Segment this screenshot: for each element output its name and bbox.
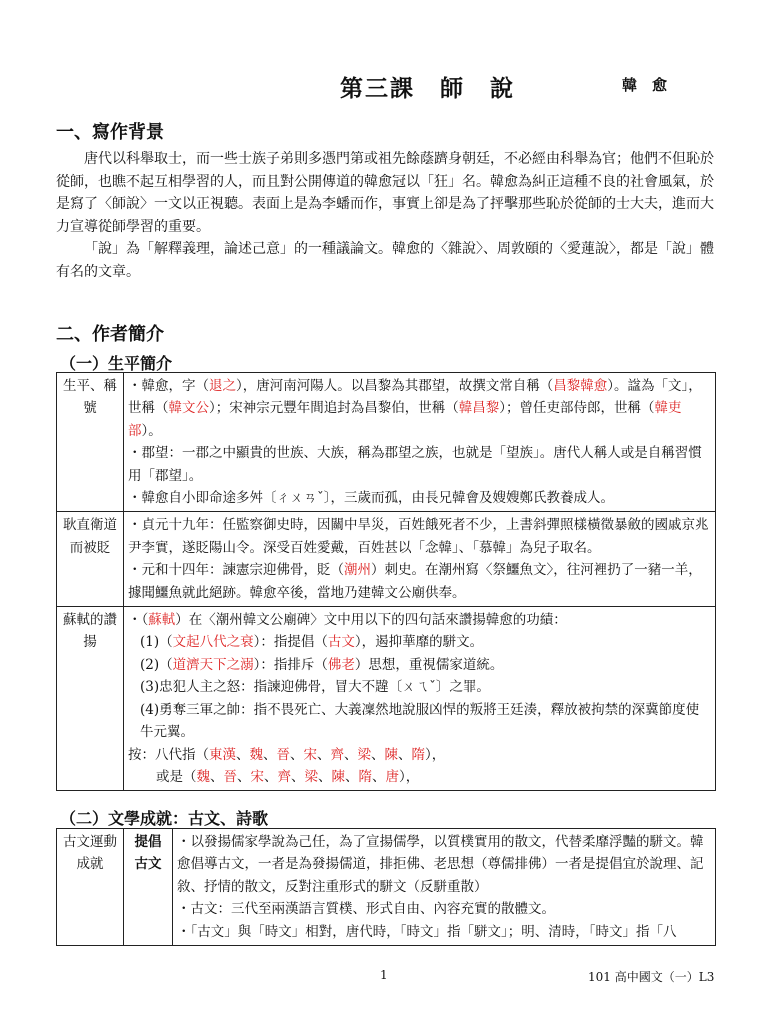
table-row (57, 373, 716, 512)
separator: 、 (318, 768, 332, 785)
row-label: 古文運動成就 (57, 829, 124, 946)
separator: 、 (263, 746, 277, 763)
dynasty-item: 陳 (331, 768, 345, 785)
list-item: (4)勇奪三軍之帥：指不畏死亡、大義凜然地說服凶悍的叛將王廷湊，釋放被拘禁的深冀節度使牛元翼。 (140, 701, 700, 741)
list-item: ・ 郡望：一郡之中顯貴的世族、大族，稱為郡望之族，也就是「望族」。唐代人稱人或是自稱習慣用「郡望」。 (128, 442, 711, 487)
table-row (57, 829, 716, 946)
separator: 、 (290, 746, 304, 763)
row-label: 蘇軾的讚揚 (57, 607, 124, 791)
section-heading-author: 二、作者簡介 (56, 324, 164, 345)
row-content (124, 512, 716, 607)
dynasty-item: 齊 (277, 768, 291, 785)
dynasty-item: 隋 (411, 746, 425, 763)
separator: 、 (210, 768, 224, 785)
answer: 文起八代之衰 (172, 634, 254, 651)
answer: 古文 (327, 634, 355, 651)
list-item: ・ 元和十四年：諫憲宗迎佛骨，貶（潮州）刺史。在潮州寫〈祭鱷魚文〉，往河裡扔了一豬一羊，據聞鱷魚就此絕跡。韓愈卒後，當地乃建韓文公廟供奉。 (128, 559, 711, 604)
dynasty-item: 齊 (330, 746, 344, 763)
dynasty-item: 晉 (223, 768, 237, 785)
answer: 韓吏部 (128, 400, 682, 439)
dynasty-item: 宋 (303, 746, 317, 763)
row-content (124, 607, 716, 791)
dynasty-item: 唐 (385, 768, 399, 785)
list-item: (1)（文起八代之衰）：指提倡（古文），遏抑華靡的駢文。 (140, 634, 484, 651)
list-item: ・ 以發揚儒家學說為己任，為了宣揚儒學，以質樸實用的散文，代替柔靡浮豔的駢文。韓愈倡導古文，一者是為發揚儒道，排拒佛、老思想（尊儒排佛）一者是提倡宜於說理、記敘、抒情的散文，反對注重形式的駢文（反駢重散） (177, 831, 711, 898)
dynasty-item: 魏 (196, 768, 210, 785)
course-label: 101 高中國文（一）L3 (588, 970, 715, 984)
separator: 、 (237, 768, 251, 785)
separator: 、 (264, 768, 278, 785)
separator: 、 (398, 746, 412, 763)
dynasty-item: 東漢 (209, 746, 236, 763)
dynasty-list-1: 按：八代指（東漢、魏、晉、宋、齊、梁、陳、隋）， (128, 746, 446, 763)
answer: 道濟天下之溺 (172, 656, 254, 673)
list-item: ・ 貞元十九年：任監察御史時，因關中旱災，百姓餓死者不少，上書斜彈照樣橫徵暴斂的國戚京兆尹李實，遂貶陽山令。深受百姓愛戴，百姓甚以「念韓」、「慕韓」為兒子取名。 (128, 514, 711, 559)
list-item: (2)（道濟天下之溺）：指排斥（佛老）思想，重視儒家道統。 (140, 656, 504, 673)
answer: 退之 (209, 378, 236, 394)
answer: 潮州 (344, 562, 371, 579)
dynasty-item: 魏 (249, 746, 263, 763)
dynasty-list-2: 或是（魏、晉、宋、齊、梁、陳、隋、唐）， (156, 768, 420, 785)
answer: 佛老 (327, 656, 355, 673)
author-name: 韓 愈 (622, 76, 668, 94)
row-content (124, 373, 716, 512)
page-title: 第三課 師 說 (340, 76, 515, 102)
dynasty-item: 陳 (384, 746, 398, 763)
separator: 、 (236, 746, 250, 763)
row-label: 耿直衛道而被貶 (57, 512, 124, 607)
row-content (173, 829, 716, 946)
list-item: ・ 韓愈自小即命途多舛〔ㄔㄨㄢˇ〕，三歲而孤，由長兄韓會及嫂嫂鄭氏教養成人。 (128, 487, 711, 509)
row-sublabel: 提倡古文 (124, 829, 173, 946)
answer: 韓昌黎 (458, 400, 500, 417)
list-item: (3)忠犯人主之怒：指諫迎佛骨，冒大不韙〔ㄨㄟˇ〕之罪。 (140, 679, 490, 696)
background-paragraph-2: 「說」為「解釋義理，論述己意」的一種議論文。韓愈的〈雜說〉、周敦頤的〈愛蓮說〉，都是「說」體有名的文章。 (56, 241, 714, 280)
row-label: 生平、稱號 (57, 373, 124, 512)
background-paragraph-1: 唐代以科舉取士，而一些士族子弟則多憑門第或祖先餘蔭躋身朝廷，不必經由科舉為官；他們不但恥於從師，也瞧不起互相學習的人，而且對公開傳道的韓愈冠以「狂」名。韓愈為糾正這種不良的社會風氣，於是寫了〈師說〉一文以正視聽。表面上是為李蟠而作，事實上卻是為了抨擊那些恥於從師的士大夫，進而大力宣導從師學習的重要。 (56, 151, 714, 235)
dynasty-item: 梁 (357, 746, 371, 763)
list-item: ・ （蘇軾）在〈潮州韓文公廟碑〉文中用以下的四句話來讚揚韓愈的功績： (128, 609, 711, 631)
separator: 、 (291, 768, 305, 785)
dynasty-item: 宋 (250, 768, 264, 785)
separator: 、 (371, 746, 385, 763)
dynasty-item: 梁 (304, 768, 318, 785)
literature-table (56, 828, 716, 946)
life-table (56, 372, 716, 791)
separator: 、 (345, 768, 359, 785)
list-item: ・ 古文：三代至兩漢語言質樸、形式自由、內容充實的散體文。 (177, 898, 711, 920)
answer: 韓文公 (168, 400, 209, 417)
subheading-life: （一）生平簡介 (60, 354, 173, 373)
list-item: ・ 「古文」與「時文」相對，唐代時，「時文」指「駢文」；明、清時，「時文」指「八 (177, 921, 711, 943)
dynasty-item: 隋 (358, 768, 372, 785)
section-heading-background: 一、寫作背景 (56, 122, 164, 143)
page-number: 1 (380, 968, 388, 982)
table-row (57, 607, 716, 791)
separator: 、 (372, 768, 386, 785)
separator: 、 (344, 746, 358, 763)
table-row (57, 512, 716, 607)
dynasty-item: 晉 (276, 746, 290, 763)
list-item: ・ 韓愈，字（退之），唐河南河陽人。以昌黎為其郡望，故撰文常自稱（昌黎韓愈）。諡為「文」，世稱（韓文公）；宋神宗元豐年間追封為昌黎伯，世稱（韓昌黎）；曾任吏部侍郎，世稱（韓吏部）。 (128, 375, 711, 442)
subheading-literature: （二）文學成就：古文、詩歌 (60, 809, 269, 828)
separator: 、 (317, 746, 331, 763)
answer: 昌黎韓愈 (553, 378, 608, 394)
answer: 蘇軾 (148, 612, 176, 629)
